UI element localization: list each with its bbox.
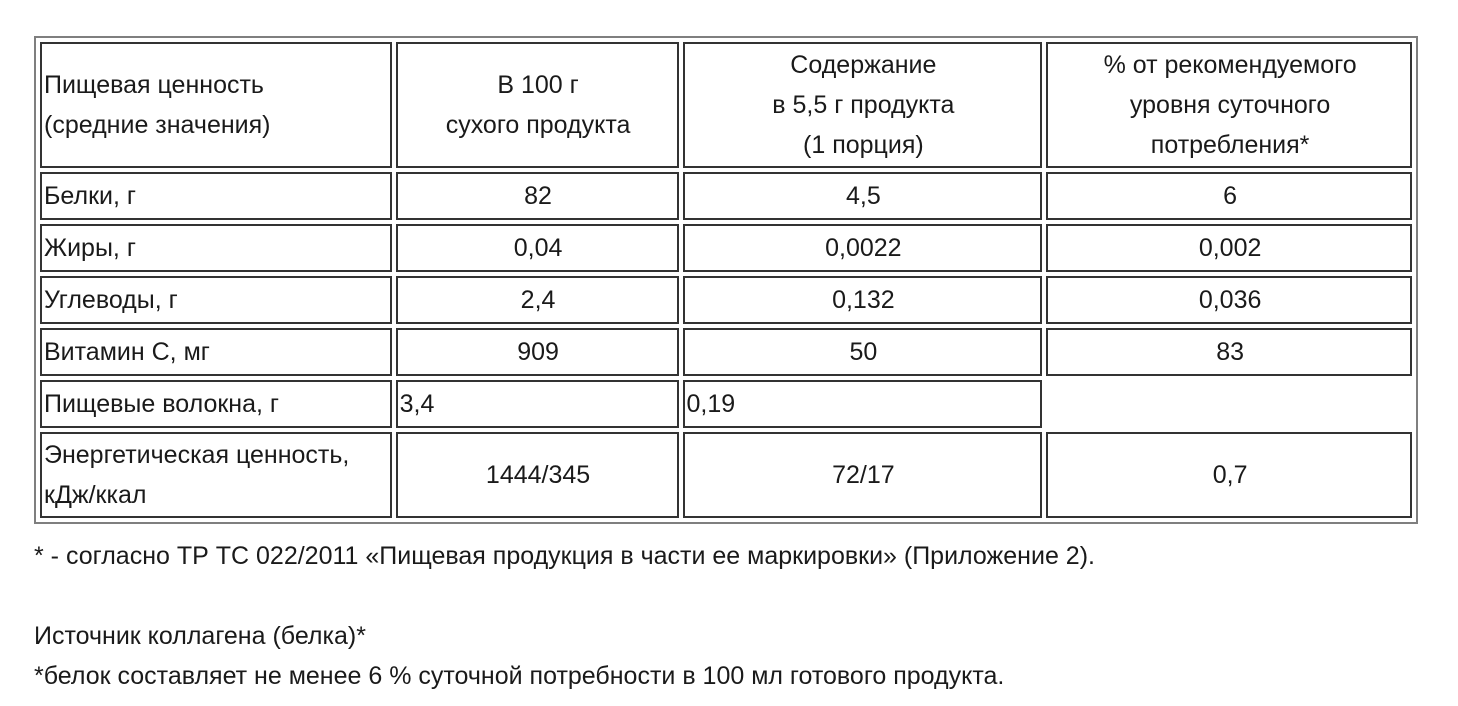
spacer [34,576,1418,616]
table-row-protein [40,172,1412,220]
cell-per-portion: 0,0022 [683,224,1043,272]
cell-per-portion: 0,132 [683,276,1043,324]
footnote-regulation: * - согласно ТР ТС 022/2011 «Пищевая продукция в части ее маркировки» (Приложение 2). [34,542,1095,570]
header-line: (средние значения) [44,111,271,139]
row-label: Жиры, г [40,224,392,272]
header-cell-per-portion [683,42,1043,168]
cell-daily-percent: 83 [1046,328,1412,376]
row-label: Углеводы, г [40,276,392,324]
table-header-row [40,42,1412,168]
cell-daily-percent: 6 [1046,172,1412,220]
header-cell-per-100g [396,42,679,168]
table-row-energy [40,432,1412,518]
collagen-source-note: Источник коллагена (белка)* [34,622,366,650]
row-label: Белки, г [40,172,392,220]
row-label-line: Энергетическая ценность, [44,441,350,469]
cell-per-100g: 3,4 [396,380,679,428]
header-line: сухого продукта [445,111,631,139]
cell-per-100g: 909 [396,328,679,376]
table-row-dietary-fiber [40,380,1412,428]
cell-per-portion: 0,19 [683,380,1043,428]
cell-daily-percent: 0,002 [1046,224,1412,272]
cell-per-portion: 4,5 [683,172,1043,220]
cell-per-100g: 82 [396,172,679,220]
row-label: Витамин С, мг [40,328,392,376]
cell-per-100g: 1444/345 [396,432,679,518]
cell-daily-percent: 0,036 [1046,276,1412,324]
header-cell-daily-percent [1046,42,1412,168]
header-line: в 5,5 г продукта [772,91,955,119]
header-line: Содержание [790,51,937,79]
page-content [34,36,1418,696]
cell-per-100g: 0,04 [396,224,679,272]
nutrition-table [34,36,1418,524]
cell-daily-percent-empty [1046,380,1412,428]
row-label [40,432,392,518]
row-label-line: кДж/ккал [44,481,147,509]
cell-per-portion: 50 [683,328,1043,376]
table-row-fat [40,224,1412,272]
table-row-vitamin-c [40,328,1412,376]
cell-per-portion: 72/17 [683,432,1043,518]
header-line: (1 порция) [803,131,924,159]
cell-daily-percent: 0,7 [1046,432,1412,518]
header-cell-nutrition-value [40,42,392,168]
row-label: Пищевые волокна, г [40,380,392,428]
cell-per-100g: 2,4 [396,276,679,324]
header-line: В 100 г [497,71,579,99]
header-line: уровня суточного [1129,91,1331,119]
header-line: потребления* [1150,131,1310,159]
header-line: % от рекомендуемого [1103,51,1357,79]
table-row-carbohydrates [40,276,1412,324]
header-line: Пищевая ценность [44,71,264,99]
protein-footnote: *белок составляет не менее 6 % суточной потребности в 100 мл готового продукта. [34,662,1005,690]
